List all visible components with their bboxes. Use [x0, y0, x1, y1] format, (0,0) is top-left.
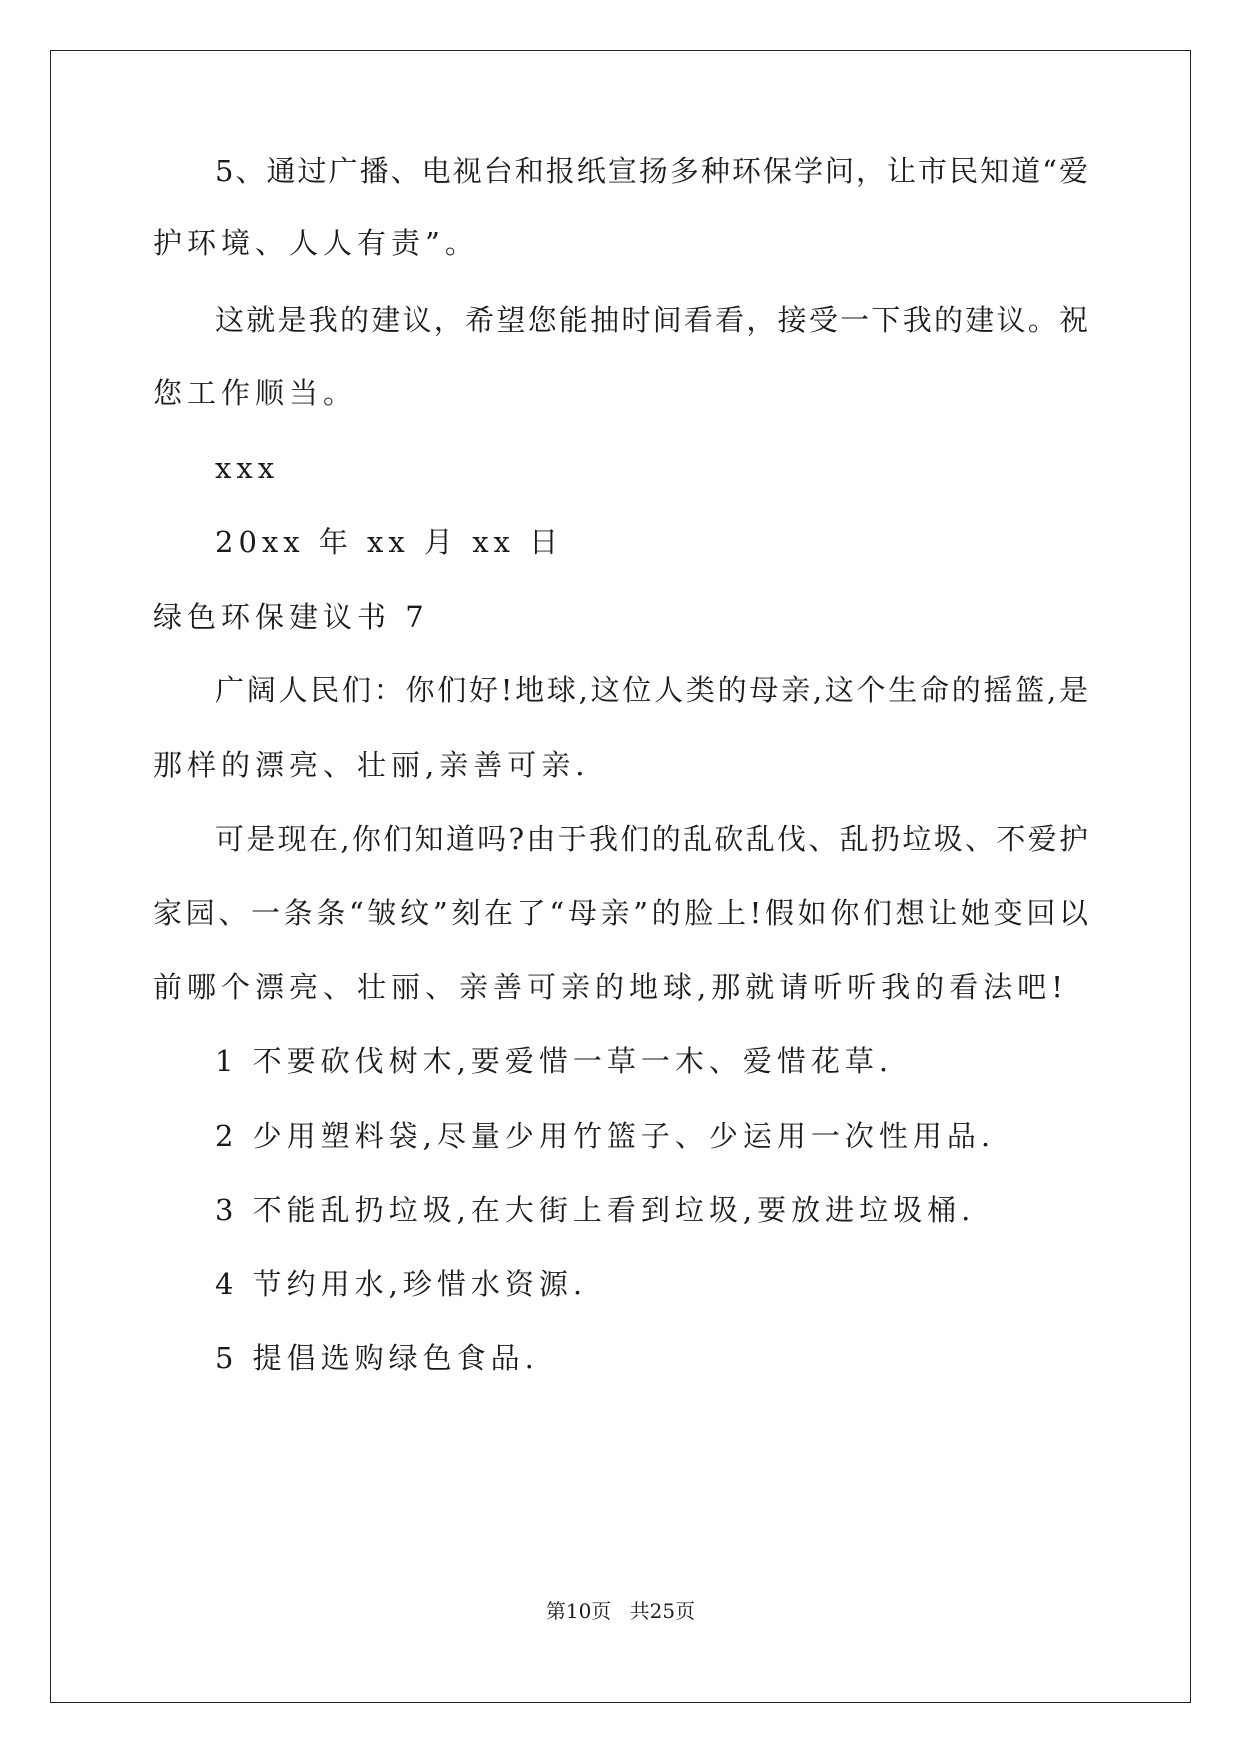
text-line: 护环境、人人有责”。: [153, 226, 479, 260]
text-line: 这就是我的建议，希望您能抽时间看看，接受一下我的建议。祝: [215, 303, 1088, 337]
page-number: 第10页: [545, 1599, 612, 1623]
text-line: 您工作顺当。: [153, 376, 358, 410]
list-item: 5 提倡选购绿色食品.: [215, 1341, 539, 1375]
page-border: [50, 50, 1191, 1703]
date-line: 20xx 年 xx 月 xx 日: [215, 525, 564, 559]
signature: xxx: [215, 451, 280, 485]
list-item: 1 不要砍伐树木,要爱惜一草一木、爱惜花草.: [215, 1044, 894, 1078]
text-line: 5、通过广播、电视台和报纸宣扬多种环保学问，让市民知道“爱: [215, 154, 1088, 188]
list-item: 4 节约用水,珍惜水资源.: [215, 1267, 588, 1301]
section-title: 绿色环保建议书 7: [153, 600, 429, 634]
text-line: 家园、一条条“皱纹”刻在了“母亲”的脸上!假如你们想让她变回以: [153, 896, 1088, 930]
list-item: 2 少用塑料袋,尽量少用竹篮子、少运用一次性用品.: [215, 1119, 996, 1153]
page-footer: [0, 1595, 1241, 1624]
text-line: 前哪个漂亮、壮丽、亲善可亲的地球,那就请听听我的看法吧!: [153, 970, 1068, 1004]
total-pages: 共25页: [629, 1599, 696, 1623]
text-line: 可是现在,你们知道吗?由于我们的乱砍乱伐、乱扔垃圾、不爱护: [215, 822, 1088, 856]
list-item: 3 不能乱扔垃圾,在大街上看到垃圾,要放进垃圾桶.: [215, 1193, 976, 1227]
text-line: 广阔人民们：你们好!地球,这位人类的母亲,这个生命的摇篮,是: [215, 673, 1088, 707]
text-line: 那样的漂亮、壮丽,亲善可亲.: [153, 748, 590, 782]
